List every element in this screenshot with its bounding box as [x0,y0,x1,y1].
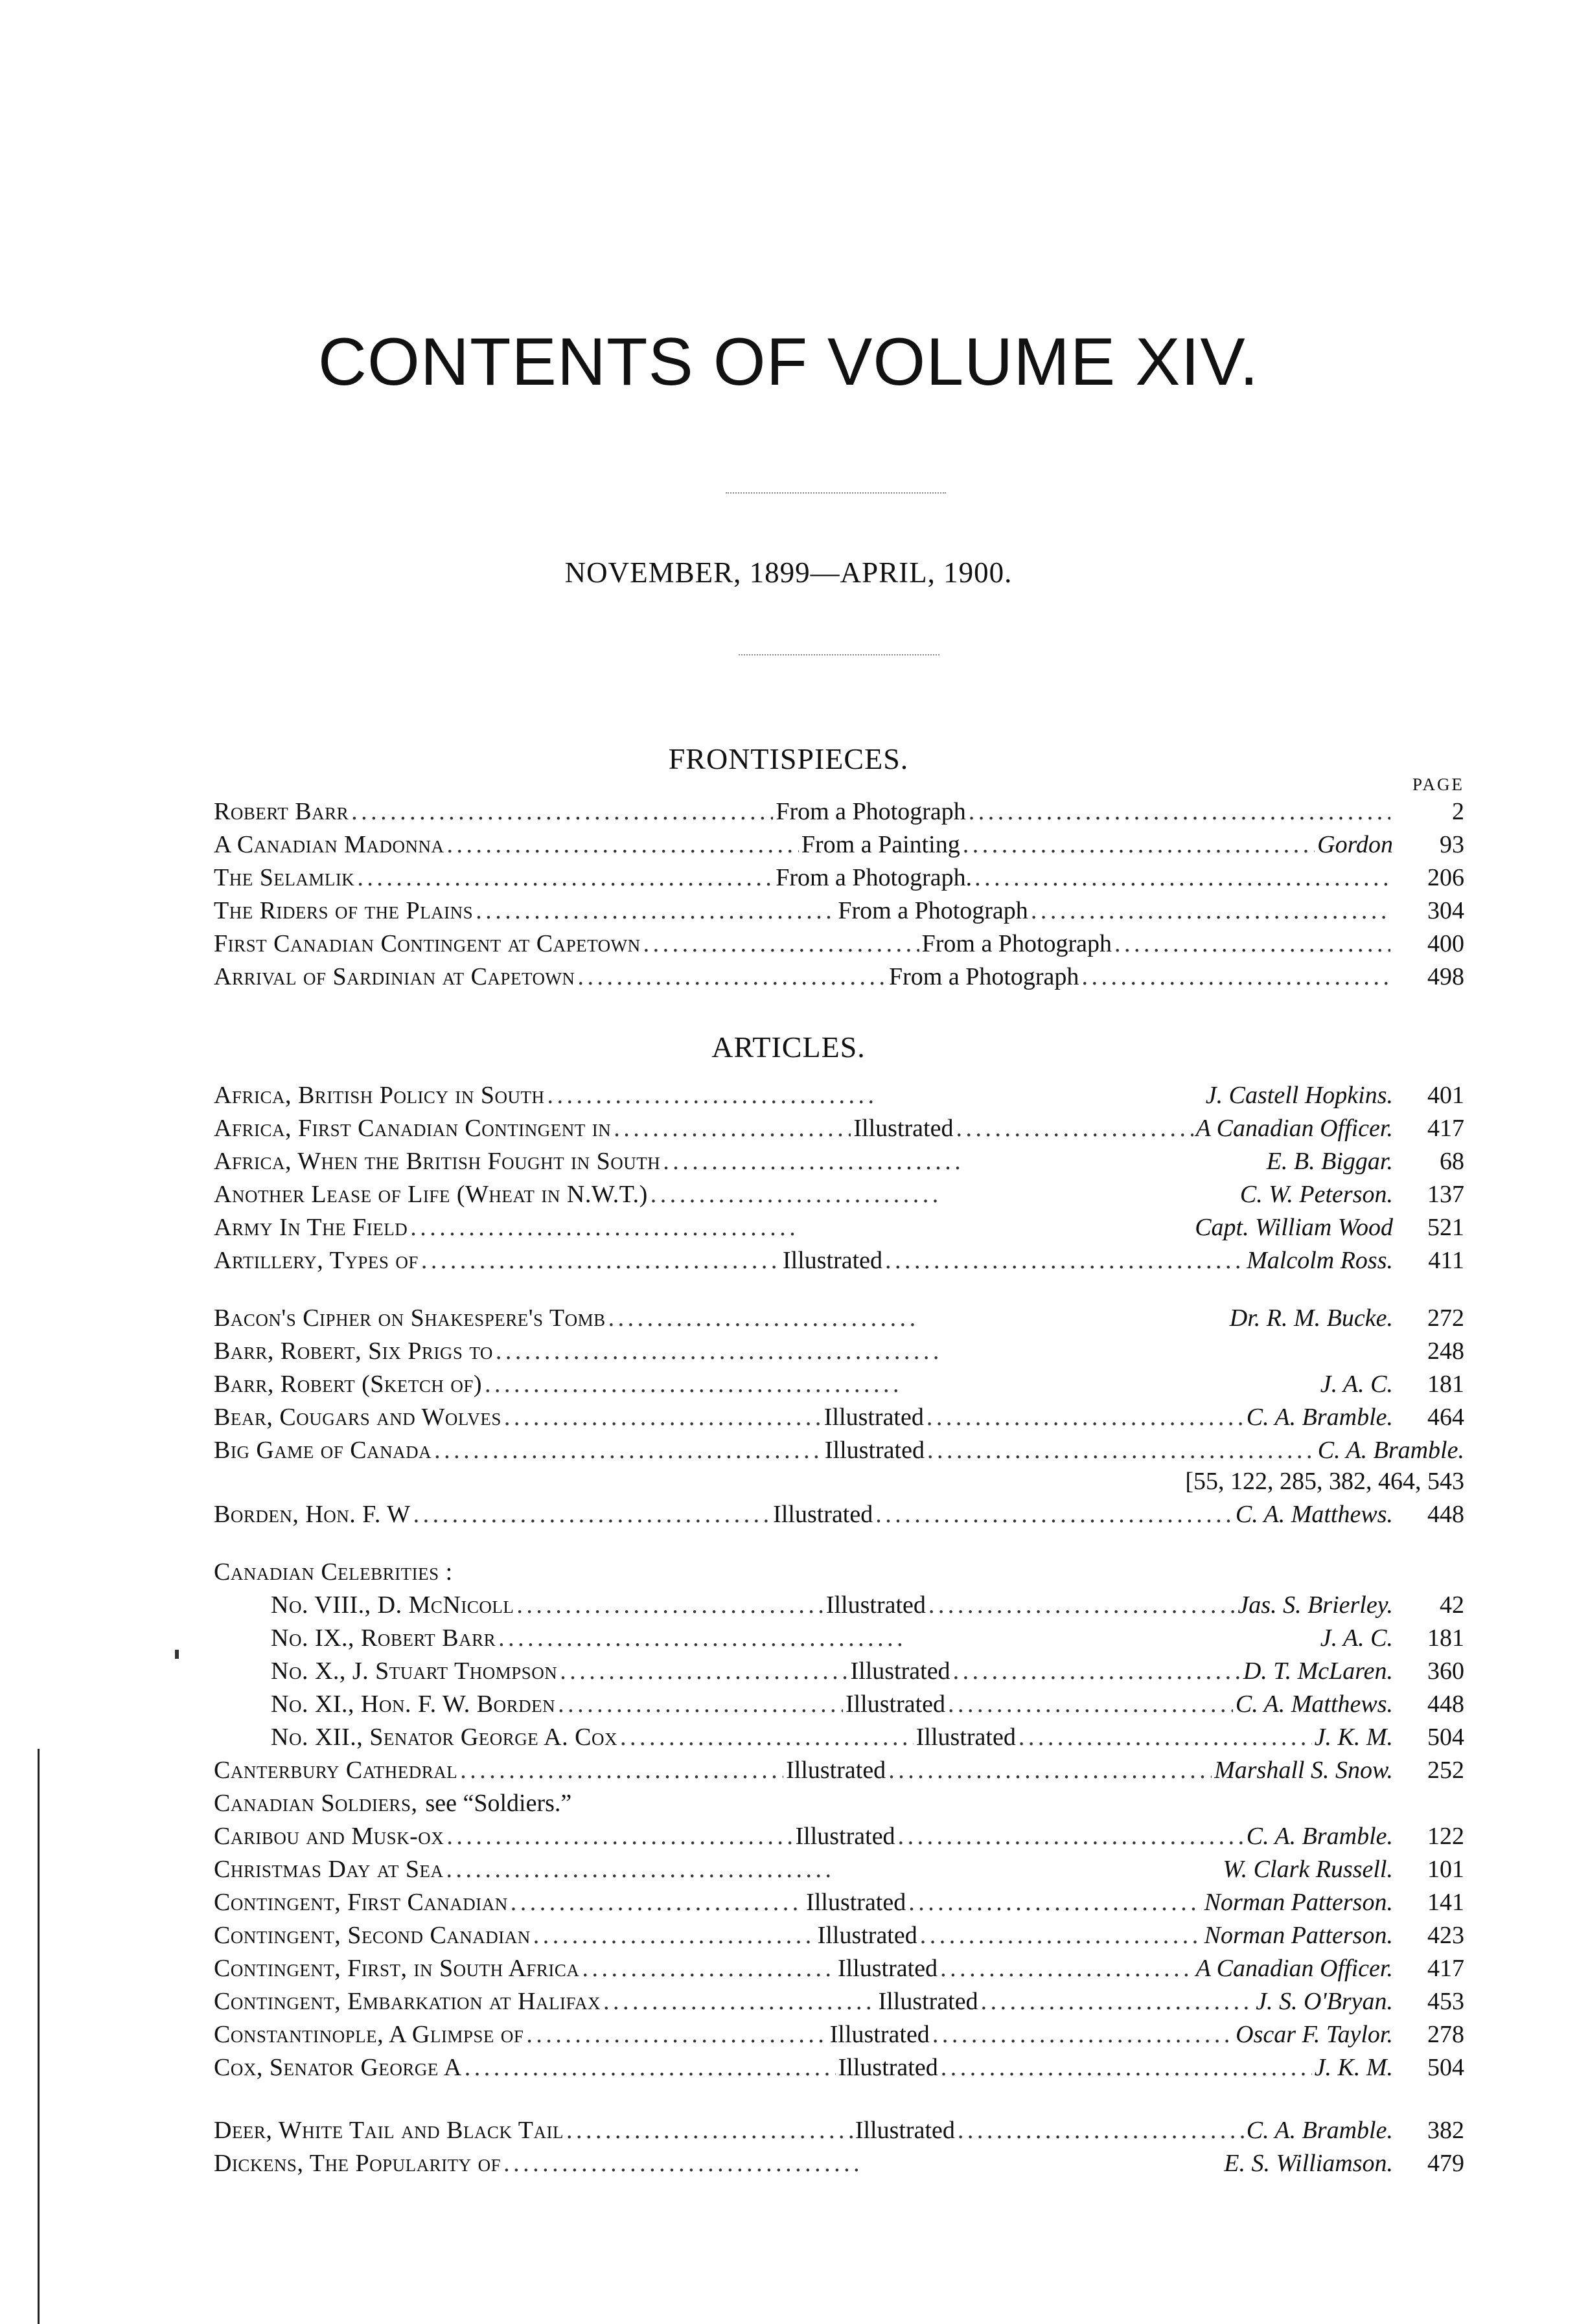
entry-page: 423 [1427,1922,1464,1949]
entry-page: 448 [1427,1691,1464,1718]
entry-title: No. XI., Hon. F. W. Borden [271,1691,556,1718]
entry-title: Deer, White Tail and Black Tail [214,2117,564,2144]
entry-author: E. B. Biggar. [1266,1148,1393,1175]
entry-title: Africa, British Policy in South [214,1082,545,1109]
entry-title: Barr, Robert (Sketch of) [214,1371,483,1398]
entry-note: Illustrated [817,1922,917,1949]
entry-page: 272 [1427,1304,1464,1332]
volume-period: NOVEMBER, 1899—APRIL, 1900. [564,556,1013,589]
entry-note: Illustrated [878,1988,978,2015]
entry-page: 453 [1427,1988,1464,2015]
toc-entry [214,1434,1464,1466]
entry-source: From a Photograph [776,798,966,825]
celebrities-heading: Canadian Celebrities : [214,1558,453,1586]
entry-author: Gordon [1317,831,1393,858]
entry-author: J. Castell Hopkins. [1205,1082,1393,1109]
entry-title: Caribou and Musk-ox [214,1823,444,1850]
entry-author: C. A. Bramble. [1246,2117,1393,2144]
articles-heading: ARTICLES. [711,1031,866,1064]
toc-entry [214,1952,1464,1985]
entry-page: 137 [1427,1181,1464,1208]
margin-mark [175,1650,179,1659]
toc-entry [271,1622,1464,1654]
entry-author: J. K. M. [1314,1724,1393,1751]
entry-page: 304 [1427,897,1464,924]
entry-note: Illustrated [838,1955,938,1982]
entry-title: Borden, Hon. F. W [214,1501,411,1528]
entry-title: Cox, Senator George A [214,2054,462,2081]
entry-author: E. S. Williamson. [1224,2150,1393,2177]
entry-page: 122 [1427,1823,1464,1850]
toc-entry [271,1721,1464,1753]
toc-entry [271,1655,1464,1687]
entry-author: C. A. Bramble. [1246,1823,1393,1850]
entry-note: Illustrated [915,1724,1016,1751]
toc-entry [214,1919,1464,1952]
entry-title: Big Game of Canada [214,1437,432,1464]
toc-entry [214,1079,1464,1111]
entry-author: J. S. O'Bryan. [1256,1988,1393,2015]
entry-note: Illustrated [823,1404,924,1431]
entry-title: Canadian Soldiers, [214,1790,418,1817]
entry-title: Contingent, First, in South Africa [214,1955,580,1982]
entry-title: Canterbury Cathedral [214,1757,458,1784]
entry-page: 101 [1427,1856,1464,1883]
entry-author: Marshall S. Snow. [1214,1757,1393,1784]
toc-entry [214,1401,1464,1433]
toc-entry [214,1498,1464,1531]
entry-title: Arrival of Sardinian at Capetown [214,963,575,990]
entry-title: Contingent, Embarkation at Halifax [214,1988,601,2015]
entry-page: 181 [1427,1624,1464,1652]
toc-entry [214,928,1464,960]
toc-entry [214,861,1464,894]
entry-page: 400 [1427,930,1464,957]
entry-title: Robert Barr [214,798,349,825]
toc-entry [214,1211,1464,1244]
entry-page: 248 [1427,1338,1464,1365]
entry-page: 360 [1427,1658,1464,1685]
entry-author: J. K. M. [1314,2054,1393,2081]
see-reference: see “Soldiers.” [425,1790,572,1817]
entry-note: Illustrated [773,1501,873,1528]
entry-title: No. X., J. Stuart Thompson [271,1658,558,1685]
entry-note: Illustrated [825,1591,926,1619]
toc-entry [214,894,1464,927]
entry-page: 42 [1439,1591,1464,1619]
entry-note: Illustrated [838,2054,938,2081]
divider-top [726,492,946,494]
entry-source: From a Photograph. [776,864,973,891]
entry-note: Illustrated [795,1823,895,1850]
entry-author: C. W. Peterson. [1239,1181,1393,1208]
toc-entry [214,2114,1464,2147]
entry-note: Illustrated [829,2021,930,2048]
entry-page: 382 [1427,2117,1464,2144]
entry-title: Africa, First Canadian Contingent in [214,1115,612,1142]
entry-title: Another Lease of Life (Wheat in N.W.T.) [214,1181,648,1208]
entry-page: 417 [1427,1955,1464,1982]
entry-page: 521 [1427,1214,1464,1241]
frontispieces-heading: FRONTISPIECES. [668,742,909,775]
toc-entry [214,828,1464,861]
entry-note: Illustrated [786,1757,886,1784]
entry-source: From a Photograph [921,930,1112,957]
entry-author: J. A. C. [1320,1624,1393,1652]
entry-title: Dickens, The Popularity of [214,2150,501,2177]
entry-note: Illustrated [824,1437,925,1464]
entry-note: Illustrated [845,1691,946,1718]
toc-entry [214,1368,1464,1400]
toc-entry [214,1754,1464,1786]
entry-page: 448 [1427,1501,1464,1528]
entry-page: 411 [1428,1247,1464,1274]
entry-page: 206 [1427,864,1464,891]
toc-group-heading [214,1556,1464,1588]
entry-title: Artillery, Types of [214,1247,419,1274]
toc-entry [214,1302,1464,1334]
toc-entry [214,961,1464,993]
divider-bottom [739,654,939,655]
toc-entry [214,2051,1464,2084]
entry-author: Norman Patterson. [1204,1889,1393,1916]
toc-entry [214,1335,1464,1367]
entry-title: Constantinople, A Glimpse of [214,2021,524,2048]
toc-entry [214,1853,1464,1885]
entry-author: W. Clark Russell. [1223,1856,1393,1883]
toc-entry [214,2147,1464,2180]
entry-author: Dr. R. M. Bucke. [1229,1304,1393,1332]
entry-title: No. VIII., D. McNicoll [271,1591,514,1619]
entry-author: A Canadian Officer. [1195,1955,1393,1982]
entry-title: Army In The Field [214,1214,408,1241]
toc-entry [214,1820,1464,1852]
entry-title: Contingent, First Canadian [214,1889,508,1916]
entry-author: C. A. Matthews. [1235,1501,1393,1528]
entry-page: 464 [1427,1404,1464,1431]
toc-entry [271,1589,1464,1621]
entry-page: 2 [1452,798,1464,825]
toc-cross-reference [214,1787,1464,1819]
entry-author: J. A. C. [1320,1371,1393,1398]
big-game-pages: [55, 122, 285, 382, 464, 543 [1185,1468,1464,1495]
entry-title: No. XII., Senator George A. Cox [271,1724,617,1751]
entry-note: Illustrated [853,1115,954,1142]
toc-entry [271,1688,1464,1720]
entry-author: D. T. McLaren. [1243,1658,1393,1685]
toc-entry [214,1886,1464,1919]
entry-note: Illustrated [806,1889,906,1916]
entry-page: 278 [1427,2021,1464,2048]
entry-author: C. A. Bramble. [1317,1437,1464,1464]
entry-title: The Riders of the Plains [214,897,474,924]
entry-title: Africa, When the British Fought in South [214,1148,661,1175]
entry-page: 181 [1427,1371,1464,1398]
entry-author: Norman Patterson. [1204,1922,1393,1949]
entry-author: Capt. William Wood [1195,1214,1393,1241]
entry-author: C. A. Bramble. [1246,1404,1393,1431]
entry-title: Contingent, Second Canadian [214,1922,531,1949]
entry-page: 504 [1427,1724,1464,1751]
entry-author: Malcolm Ross. [1247,1247,1393,1274]
entry-page: 141 [1427,1889,1464,1916]
entry-note: Illustrated [855,2117,955,2144]
entry-title: Christmas Day at Sea [214,1856,444,1883]
toc-entry [214,1145,1464,1178]
entry-title: Bacon's Cipher on Shakespere's Tomb [214,1304,606,1332]
toc-entry [214,795,1464,828]
toc-entry [214,1244,1464,1277]
entry-title: The Selamlik [214,864,355,891]
entry-title: Barr, Robert, Six Prigs to [214,1338,493,1365]
toc-entry [214,1985,1464,2018]
entry-page: 479 [1427,2150,1464,2177]
entry-note: Illustrated [850,1658,950,1685]
toc-entry [214,1112,1464,1145]
entry-author: Oscar F. Taylor. [1236,2021,1393,2048]
entry-page: 401 [1427,1082,1464,1109]
entry-source: From a Photograph [889,963,1079,990]
entry-title: No. IX., Robert Barr [271,1624,496,1652]
entry-note: Illustrated [782,1247,883,1274]
page-column-label: PAGE [1412,775,1464,794]
page-edge-line [38,1749,40,2324]
toc-entry [214,1178,1464,1211]
entry-page: 68 [1439,1148,1464,1175]
entry-author: A Canadian Officer. [1195,1115,1393,1142]
entry-page: 498 [1427,963,1464,990]
entry-title: Bear, Cougars and Wolves [214,1404,501,1431]
entry-title: First Canadian Contingent at Capetown [214,930,641,957]
entry-source: From a Painting [801,831,960,858]
entry-author: Jas. S. Brierley. [1237,1591,1393,1619]
entry-page: 252 [1427,1757,1464,1784]
entry-page: 504 [1427,2054,1464,2081]
entry-page: 93 [1439,831,1464,858]
page-title: CONTENTS OF VOLUME XIV. [317,325,1260,400]
entry-source: From a Photograph [838,897,1028,924]
entry-title: A Canadian Madonna [214,831,444,858]
toc-entry [214,2018,1464,2051]
entry-page: 417 [1427,1115,1464,1142]
entry-author: C. A. Matthews. [1235,1691,1393,1718]
